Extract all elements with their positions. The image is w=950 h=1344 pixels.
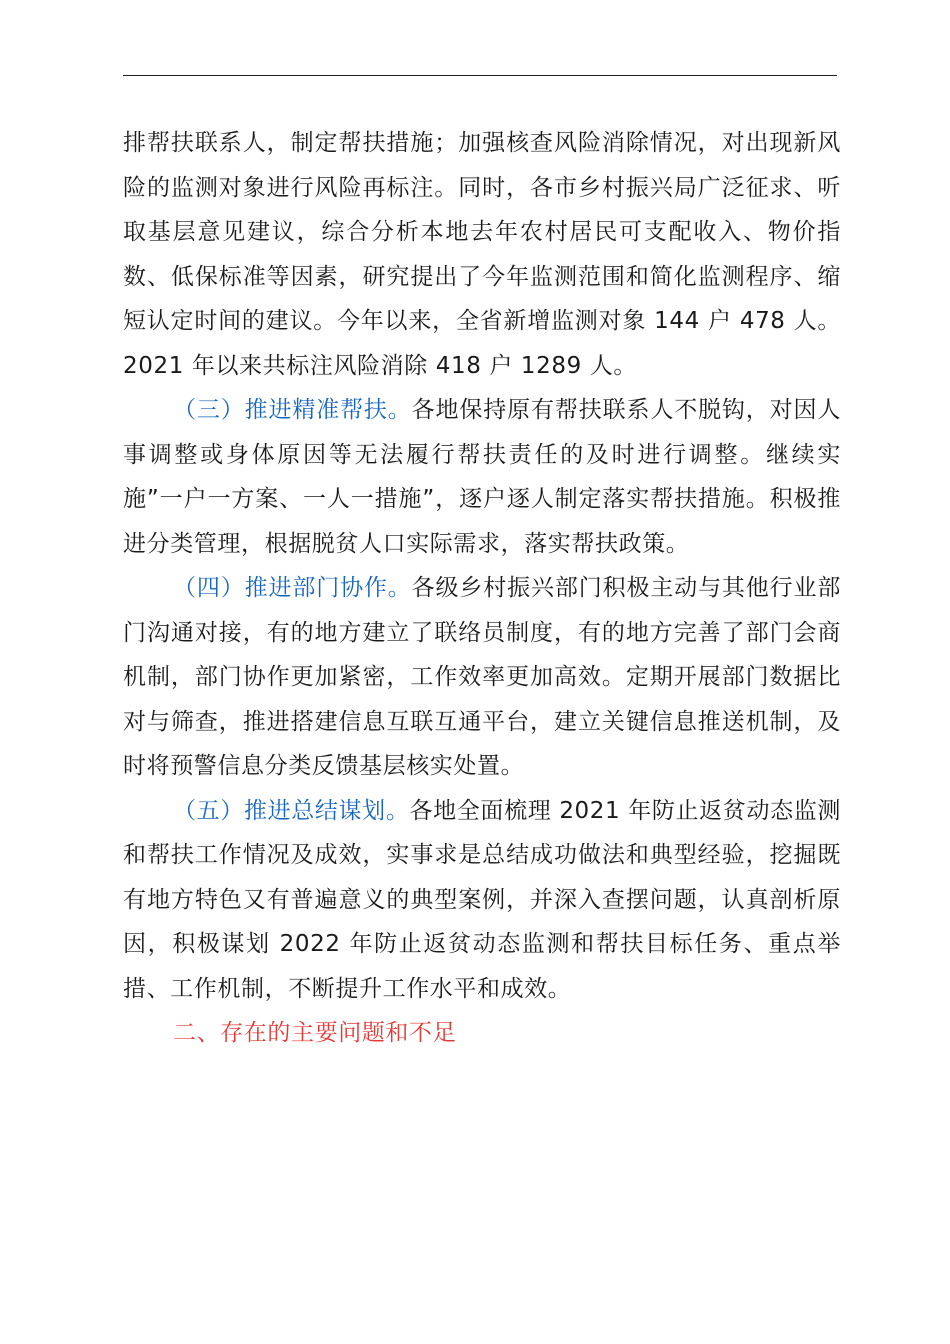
section-heading-problems: 二、存在的主要问题和不足 [173,1020,457,1046]
sub-heading-section-4: （四）推进部门协作。 [173,575,412,601]
document-body [123,121,841,1056]
paragraph-section-5 [123,789,841,1012]
section-3-body: 各地保持原有帮扶联系人不脱钩，对因人事调整或身体原因等无法履行帮扶责任的及时进行调整。继续实施”一户一方案、一人一措施”，逐户逐人制定落实帮扶措施。积极推进分类管理，根据脱贫人口实际需求，落实帮扶政策。 [123,397,841,557]
sub-heading-section-3: （三）推进精准帮扶。 [173,397,412,423]
paragraph-continuation: 排帮扶联系人，制定帮扶措施；加强核查风险消除情况，对出现新风险的监测对象进行风险再标注。同时，各市乡村振兴局广泛征求、听取基层意见建议，综合分析本地去年农村居民可支配收入、物价指数、低保标准等因素，研究提出了今年监测范围和简化监测程序、缩短认定时间的建议。今年以来，全省新增监测对象 144 户 478 人。2021 年以来共标注风险消除 418 户 1289 人。 [123,130,841,379]
paragraph-section-4 [123,566,841,789]
paragraph-section-3 [123,388,841,566]
section-4-body: 各级乡村振兴部门积极主动与其他行业部门沟通对接，有的地方建立了联络员制度，有的地方完善了部门会商机制，部门协作更加紧密，工作效率更加高效。定期开展部门数据比对与筛查，推进搭建信息互联互通平台，建立关键信息推送机制，及时将预警信息分类反馈基层核实处置。 [123,575,841,779]
section-5-body: 各地全面梳理 2021 年防止返贫动态监测和帮扶工作情况及成效，实事求是总结成功做法和典型经验，挖掘既有地方特色又有普遍意义的典型案例，并深入查摆问题，认真剖析原因，积极谋划 2022 年防止返贫动态监测和帮扶目标任务、重点举措、工作机制，不断提升工作水平和成效。 [123,797,841,1002]
header-rule [123,75,837,76]
sub-heading-section-5: （五）推进总结谋划。 [173,797,410,824]
